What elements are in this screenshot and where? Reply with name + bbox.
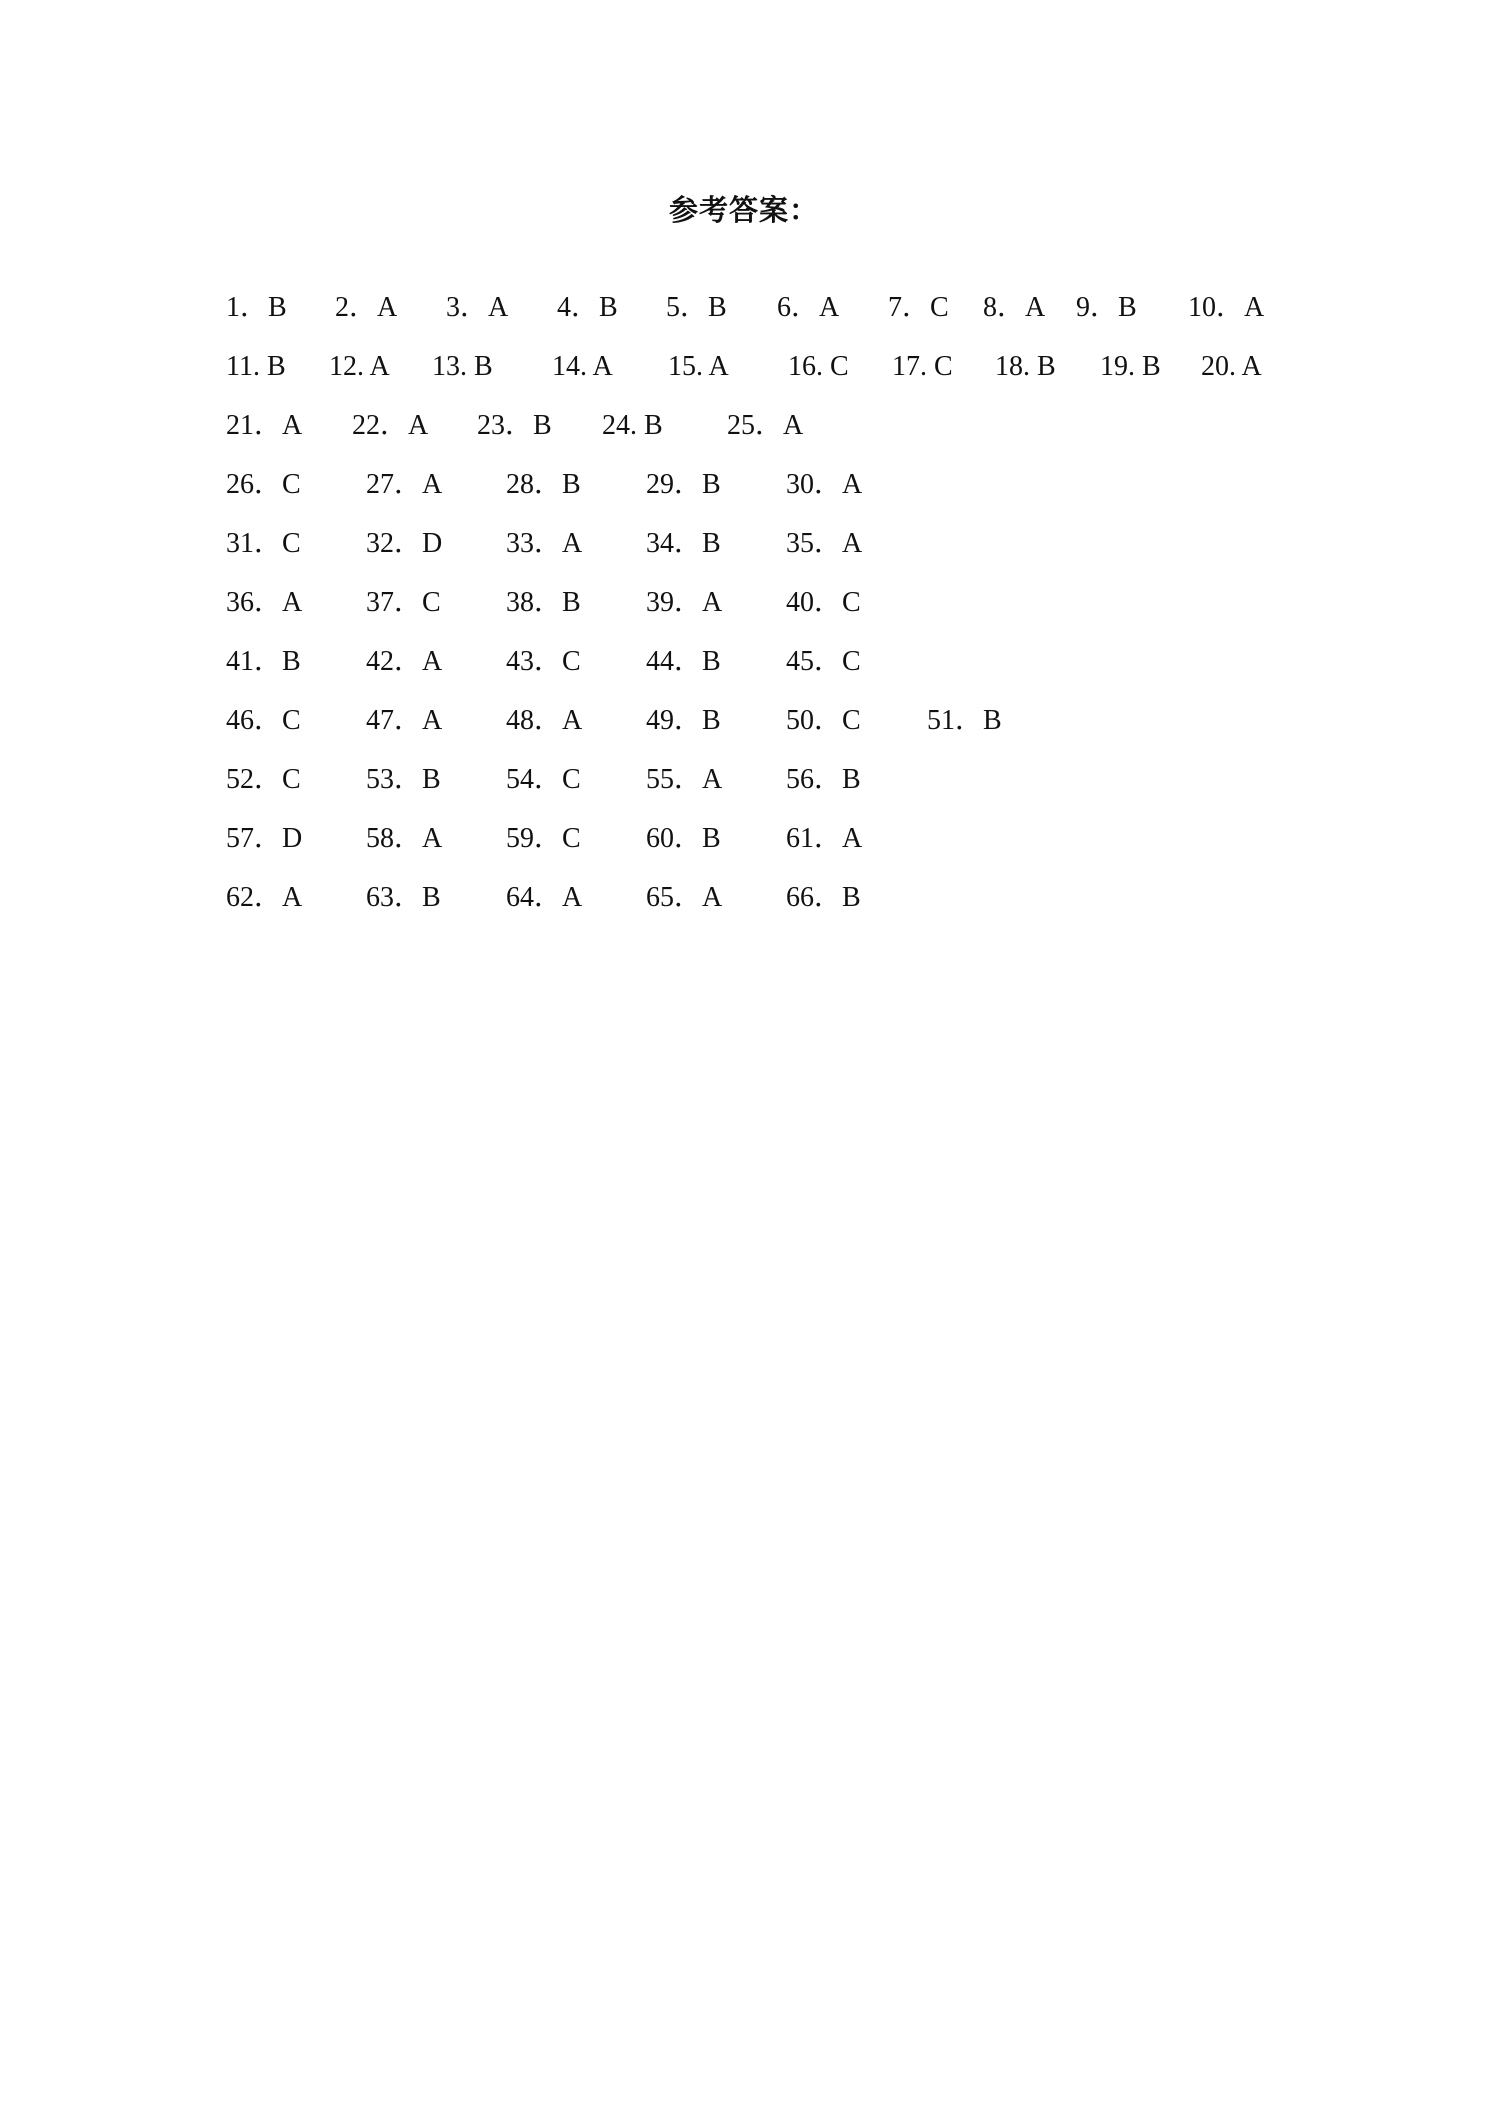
answer-item: 40．C xyxy=(786,587,861,618)
answer-item: 1．B xyxy=(226,292,287,323)
answer-row xyxy=(0,819,1488,859)
answer-item: 35．A xyxy=(786,528,863,559)
answer-item: 33．A xyxy=(506,528,583,559)
answer-row xyxy=(0,642,1488,682)
answer-item: 56．B xyxy=(786,764,861,795)
answer-item: 34．B xyxy=(646,528,721,559)
answer-item: 31．C xyxy=(226,528,301,559)
answer-item: 24. B xyxy=(602,410,663,441)
answer-row xyxy=(0,288,1488,328)
answer-item: 38．B xyxy=(506,587,581,618)
answer-item: 16. C xyxy=(788,351,849,382)
answer-item: 6．A xyxy=(777,292,840,323)
answer-item: 59．C xyxy=(506,823,581,854)
answer-item: 29．B xyxy=(646,469,721,500)
answer-row xyxy=(0,347,1488,387)
answer-item: 55．A xyxy=(646,764,723,795)
answer-item: 53．B xyxy=(366,764,441,795)
answer-item: 28．B xyxy=(506,469,581,500)
answer-item: 43．C xyxy=(506,646,581,677)
answer-item: 36．A xyxy=(226,587,303,618)
answer-item: 39．A xyxy=(646,587,723,618)
answer-item: 66．B xyxy=(786,882,861,913)
answer-item: 8．A xyxy=(983,292,1046,323)
answer-item: 57．D xyxy=(226,823,303,854)
answer-item: 63．B xyxy=(366,882,441,913)
answer-item: 18. B xyxy=(995,351,1056,382)
answer-item: 12. A xyxy=(329,351,390,382)
answer-item: 49．B xyxy=(646,705,721,736)
answer-row xyxy=(0,583,1488,623)
answer-item: 44．B xyxy=(646,646,721,677)
answer-item: 10．A xyxy=(1188,292,1265,323)
answer-item: 46．C xyxy=(226,705,301,736)
answer-item: 61．A xyxy=(786,823,863,854)
answer-item: 65．A xyxy=(646,882,723,913)
answer-item: 17. C xyxy=(892,351,953,382)
answer-item: 50．C xyxy=(786,705,861,736)
answer-item: 52．C xyxy=(226,764,301,795)
answer-item: 25．A xyxy=(727,410,804,441)
answer-item: 47．A xyxy=(366,705,443,736)
answer-item: 54．C xyxy=(506,764,581,795)
answer-item: 21．A xyxy=(226,410,303,441)
answer-item: 60．B xyxy=(646,823,721,854)
answer-item: 19. B xyxy=(1100,351,1161,382)
answer-item: 51．B xyxy=(927,705,1002,736)
answer-item: 37．C xyxy=(366,587,441,618)
answer-item: 26．C xyxy=(226,469,301,500)
answer-item: 11. B xyxy=(226,351,286,382)
answer-item: 62．A xyxy=(226,882,303,913)
answer-item: 22．A xyxy=(352,410,429,441)
answer-item: 15. A xyxy=(668,351,729,382)
answer-item: 5．B xyxy=(666,292,727,323)
answer-item: 64．A xyxy=(506,882,583,913)
answer-item: 23．B xyxy=(477,410,552,441)
answer-item: 3．A xyxy=(446,292,509,323)
answer-item: 45．C xyxy=(786,646,861,677)
answer-row xyxy=(0,524,1488,564)
answer-row xyxy=(0,878,1488,918)
answer-item: 7．C xyxy=(888,292,949,323)
answer-item: 27．A xyxy=(366,469,443,500)
answer-item: 32．D xyxy=(366,528,443,559)
answer-row xyxy=(0,760,1488,800)
answer-item: 48．A xyxy=(506,705,583,736)
answer-item: 30．A xyxy=(786,469,863,500)
answer-row xyxy=(0,701,1488,741)
answer-item: 9．B xyxy=(1076,292,1137,323)
answer-row xyxy=(0,406,1488,446)
answer-item: 2．A xyxy=(335,292,398,323)
answer-item: 58．A xyxy=(366,823,443,854)
answer-row xyxy=(0,465,1488,505)
answer-item: 13. B xyxy=(432,351,493,382)
answer-item: 14. A xyxy=(552,351,613,382)
answer-item: 20. A xyxy=(1201,351,1262,382)
page-title: 参考答案： xyxy=(668,193,819,227)
answer-item: 42．A xyxy=(366,646,443,677)
answer-item: 4．B xyxy=(557,292,618,323)
answer-item: 41．B xyxy=(226,646,301,677)
